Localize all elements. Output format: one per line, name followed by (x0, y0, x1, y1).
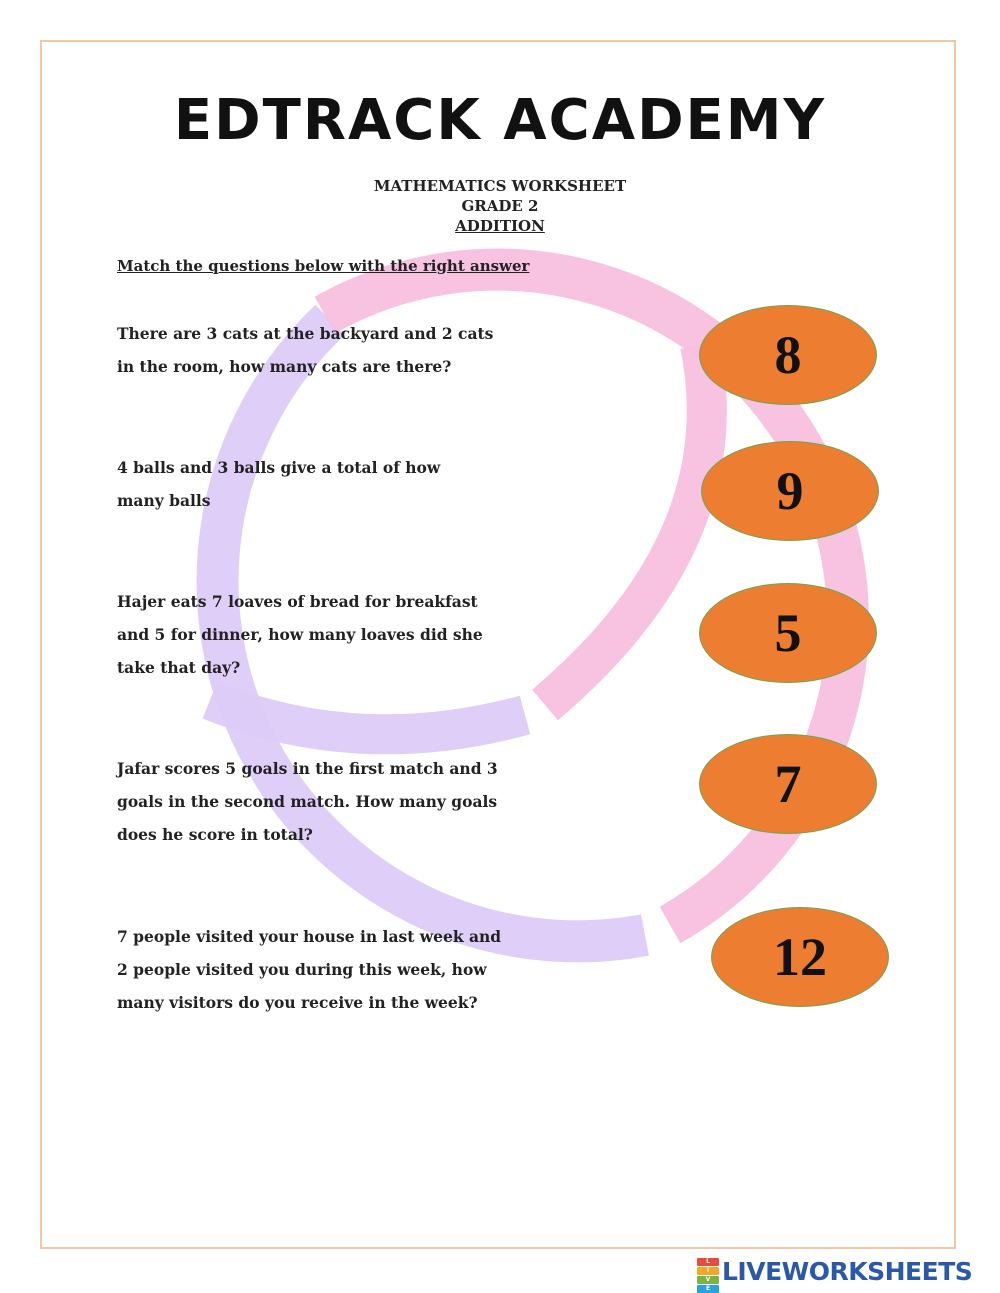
question-3-line-3: take that day? (117, 658, 241, 677)
answer-oval-3[interactable]: 5 (699, 583, 877, 683)
logo-letter-e: E (697, 1285, 719, 1293)
question-1-line-1: There are 3 cats at the backyard and 2 cats (117, 324, 494, 343)
question-2[interactable] (117, 451, 537, 517)
watermark-pink-inner (545, 345, 707, 705)
liveworksheets-brand[interactable] (697, 1256, 973, 1292)
answer-oval-4[interactable]: 7 (699, 734, 877, 834)
answer-oval-2[interactable]: 9 (701, 441, 879, 541)
answer-oval-1[interactable]: 8 (699, 305, 877, 405)
instruction: Match the questions below with the right answer (117, 257, 530, 275)
question-4-line-1: Jafar scores 5 goals in the first match and 3 (117, 759, 498, 778)
question-5[interactable] (117, 920, 537, 1019)
liveworksheets-wordmark: LIVEWORKSHEETS (722, 1256, 973, 1286)
question-4-line-2: goals in the second match. How many goals (117, 792, 498, 811)
question-4[interactable] (117, 752, 537, 851)
question-1[interactable] (117, 317, 537, 383)
question-1-line-2: in the room, how many cats are there? (117, 357, 452, 376)
question-5-line-3: many visitors do you receive in the week? (117, 993, 478, 1012)
school-title: EDTRACK ACADEMY (173, 88, 827, 153)
question-5-line-1: 7 people visited your house in last week and (117, 927, 502, 946)
question-2-line-1: 4 balls and 3 balls give a total of how (117, 458, 441, 477)
question-2-line-2: many balls (117, 491, 211, 510)
question-3-line-1: Hajer eats 7 loaves of bread for breakfast (117, 592, 478, 611)
worksheet-grade: GRADE 2 (461, 197, 539, 215)
logo-letter-i: I (697, 1267, 719, 1275)
logo-letter-v: V (697, 1276, 719, 1284)
logo-letter-l: L (697, 1258, 719, 1266)
worksheet-topic: ADDITION (455, 217, 545, 235)
worksheet-subject: MATHEMATICS WORKSHEET (373, 177, 627, 195)
answer-oval-5[interactable]: 12 (711, 907, 889, 1007)
watermark-purple-inner (210, 700, 525, 734)
question-3[interactable] (117, 585, 537, 684)
question-5-line-2: 2 people visited you during this week, how (117, 960, 487, 979)
question-3-line-2: and 5 for dinner, how many loaves did she (117, 625, 483, 644)
liveworksheets-logo-icon (697, 1258, 719, 1292)
question-4-line-3: does he score in total? (117, 825, 313, 844)
